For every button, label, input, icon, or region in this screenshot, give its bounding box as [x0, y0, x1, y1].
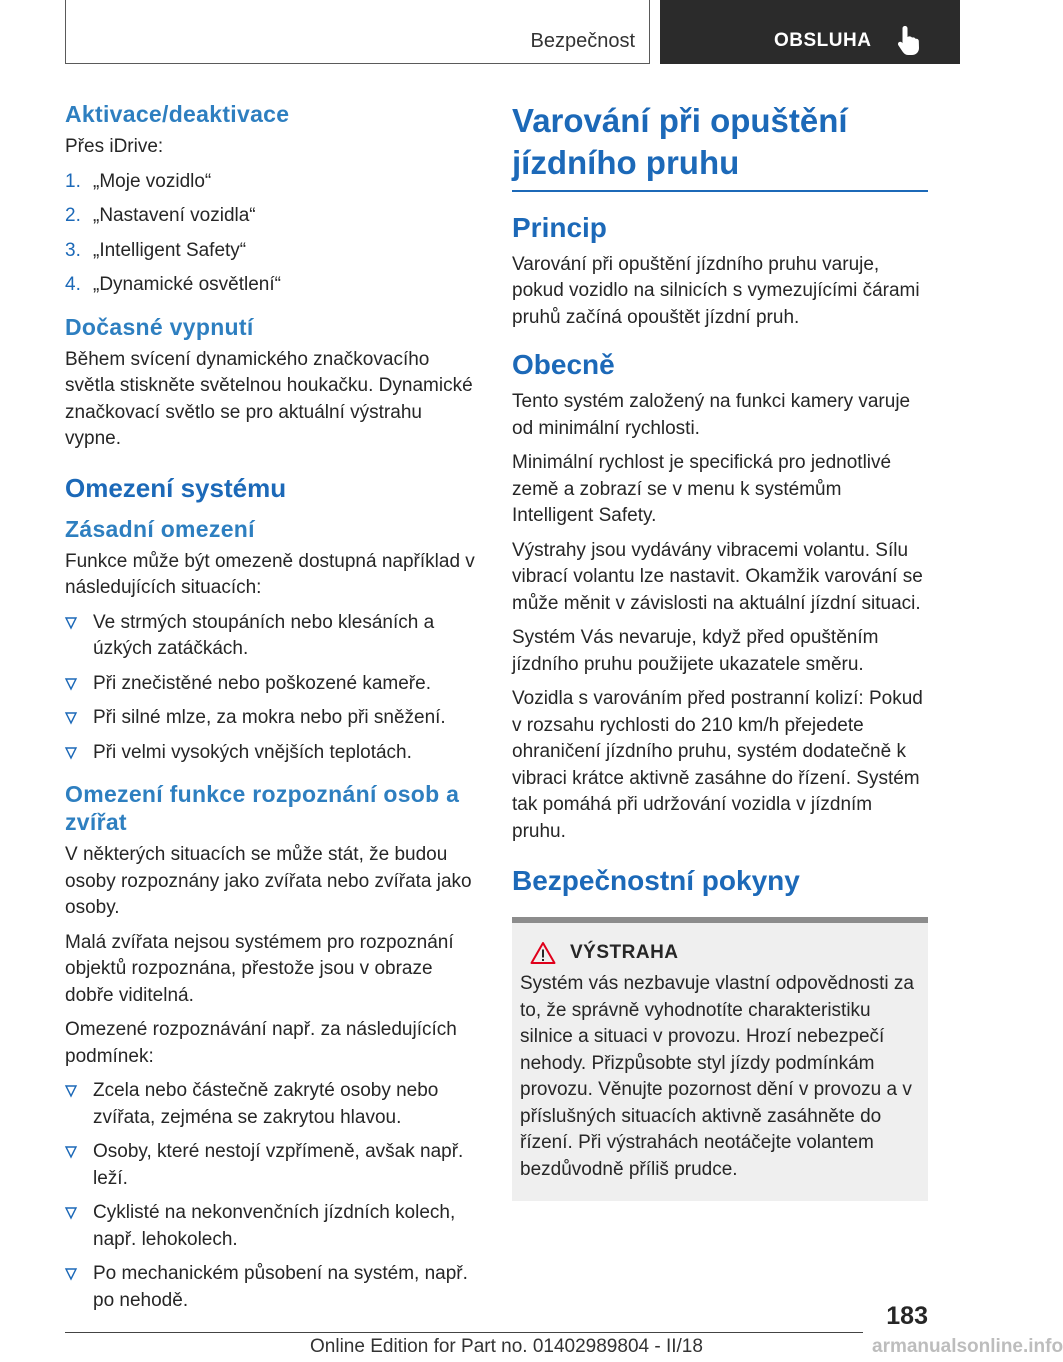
general-p3: Výstrahy jsou vydávány vibracemi volantu. Sílu vibrací volantu lze nastavit. Okamžik varování se může měnit v závislosti na aktuální jízdní situaci.: [512, 539, 923, 614]
step-text: „Intelligent Safety“: [93, 239, 247, 261]
list-item-text: Při velmi vysokých vnějších teplotách.: [93, 741, 412, 763]
general-p5: Vozidla s varováním před postranní kolizí: Pokud v rozsahu rychlosti do 210 km/h přejedete ohraničení jízdního pruhu, systém dodatečně k vibraci krátce aktivně zasáhne do řízení. Systém tak pomáhá při udržování vozidla v jízdním pruhu.: [512, 688, 923, 842]
list-item: [65, 740, 480, 767]
triangle-bullet-icon: [65, 617, 77, 629]
step-item: [65, 203, 480, 230]
step-text: „Dynamické osvětlení“: [93, 274, 281, 295]
general-p2: Minimální rychlost je specifická pro jednotlivé země a zobrazí se v menu k systémům Intelligent Safety.: [512, 452, 892, 526]
triangle-bullet-icon: [65, 712, 77, 724]
list-item-text: Ve strmých stoupáních nebo klesáních a úzkých zatáčkách.: [93, 611, 435, 659]
warning-title: VÝSTRAHA: [570, 942, 679, 963]
warning-text: Systém vás nezbavuje vlastní odpovědnosti za to, že správně vyhodnotíte charakteristiku silnice a situaci v provozu. Hrozí nebezpečí nehody. Přizpůsobte styl jízdy podmínkám provozu. Věnujte pozornost dění v provozu a v příslušných situacích aktivně zasáhněte do řízení. Při výstrahách neotáčejte volantem bezdůvodně příliš prudce.: [520, 973, 914, 1180]
pointing-hand-icon: [896, 24, 924, 56]
list-item: [65, 1139, 480, 1192]
list-item: [65, 1200, 480, 1253]
list-item-text: Zcela nebo částečně zakryté osoby nebo zvířata, zejména se zakrytou hlavou.: [93, 1080, 439, 1128]
warning-triangle-icon: [530, 941, 556, 965]
general-p4: Systém Vás nevaruje, když před opuštěním jízdního pruhu použijete ukazatele směru.: [512, 627, 879, 675]
basic-limits-intro: Funkce může být omezeně dostupná například v následujících situacích:: [65, 550, 475, 598]
list-item: [65, 610, 480, 663]
warning-header: [530, 941, 918, 965]
triangle-bullet-icon: [65, 1268, 77, 1280]
step-number: 1.: [65, 170, 81, 192]
list-item: [65, 671, 480, 698]
recognition-list: [65, 1078, 480, 1314]
list-item: [65, 1078, 480, 1131]
general-p1: Tento systém založený na funkci kamery varuje od minimální rychlosti.: [512, 391, 911, 439]
triangle-bullet-icon: [65, 1085, 77, 1097]
footer-watermark: armanualsonline.info: [872, 1336, 1063, 1357]
triangle-bullet-icon: [65, 678, 77, 690]
step-text: „Moje vozidlo“: [93, 170, 212, 192]
header-chapter-tab: [660, 0, 960, 64]
recognition-limits-heading: Omezení funkce rozpoznání osob a zvířat: [65, 781, 460, 835]
footer-edition: Online Edition for Part no. 01402989804 - II/18: [310, 1336, 703, 1357]
step-number: 3.: [65, 239, 81, 261]
header-chapter-title: OBSLUHA: [774, 30, 872, 51]
page-number: 183: [886, 1302, 928, 1330]
activation-heading: Aktivace/deaktivace: [65, 101, 290, 127]
activation-steps: [65, 169, 480, 299]
step-text: „Nastavení vozidla“: [93, 205, 256, 226]
list-item-text: Osoby, které nestojí vzpřímeně, avšak např. leží.: [93, 1141, 464, 1189]
safety-heading: Bezpečnostní pokyny: [512, 865, 800, 896]
triangle-bullet-icon: [65, 1207, 77, 1219]
recognition-p2: Malá zvířata nejsou systémem pro rozpoznání objektů rozpoznána, přestože jsou v obraze dobře viditelná.: [65, 931, 454, 1006]
list-item: [65, 705, 480, 732]
system-limits-heading: Omezení systému: [65, 472, 287, 503]
step-item: [65, 169, 480, 196]
header-section-box: [65, 0, 650, 64]
left-column: [65, 100, 480, 1322]
basic-limits-list: [65, 610, 480, 767]
principle-heading: Princip: [512, 211, 607, 243]
list-item-text: Při znečistěné nebo poškozené kameře.: [93, 672, 431, 694]
step-item: [65, 272, 480, 299]
recognition-p1: V některých situacích se může stát, že budou osoby rozpoznány jako zvířata nebo zvířata jako osoby.: [65, 844, 472, 918]
general-heading: Obecně: [512, 349, 615, 380]
temporary-off-text: Během svícení dynamického značkovacího světla stiskněte světelnou houkačku. Dynamické značkovací světlo se pro aktuální výstrahu vypne.: [65, 348, 473, 449]
warning-box: [512, 917, 928, 1201]
list-item-text: Při silné mlze, za mokra nebo při sněžení.: [93, 707, 446, 728]
footer-rule: [65, 1332, 863, 1333]
triangle-bullet-icon: [65, 1146, 77, 1158]
triangle-bullet-icon: [65, 747, 77, 759]
right-column: [512, 100, 928, 1201]
list-item-text: Po mechanickém působení na systém, např. po nehodě.: [93, 1263, 468, 1311]
recognition-p3: Omezené rozpoznávání např. za následujících podmínek:: [65, 1019, 457, 1067]
step-number: 2.: [65, 205, 81, 226]
lane-departure-title: Varování při opuštění jízdního pruhu: [512, 102, 848, 181]
title-rule: [512, 190, 928, 192]
activation-intro: Přes iDrive:: [65, 136, 164, 157]
step-number: 4.: [65, 274, 81, 295]
basic-limits-heading: Zásadní omezení: [65, 515, 255, 542]
principle-text: Varování při opuštění jízdního pruhu varuje, pokud vozidlo na silnicích s vymezujícími čárami pruhů začíná opouštět jízdní pruh.: [512, 253, 920, 328]
list-item: [65, 1261, 480, 1314]
header-section-title: Bezpečnost: [530, 30, 635, 52]
step-item: [65, 238, 480, 265]
temporary-off-heading: Dočasné vypnutí: [65, 313, 254, 340]
list-item-text: Cyklisté na nekonvenčních jízdních kolech, např. lehokolech.: [93, 1202, 456, 1250]
